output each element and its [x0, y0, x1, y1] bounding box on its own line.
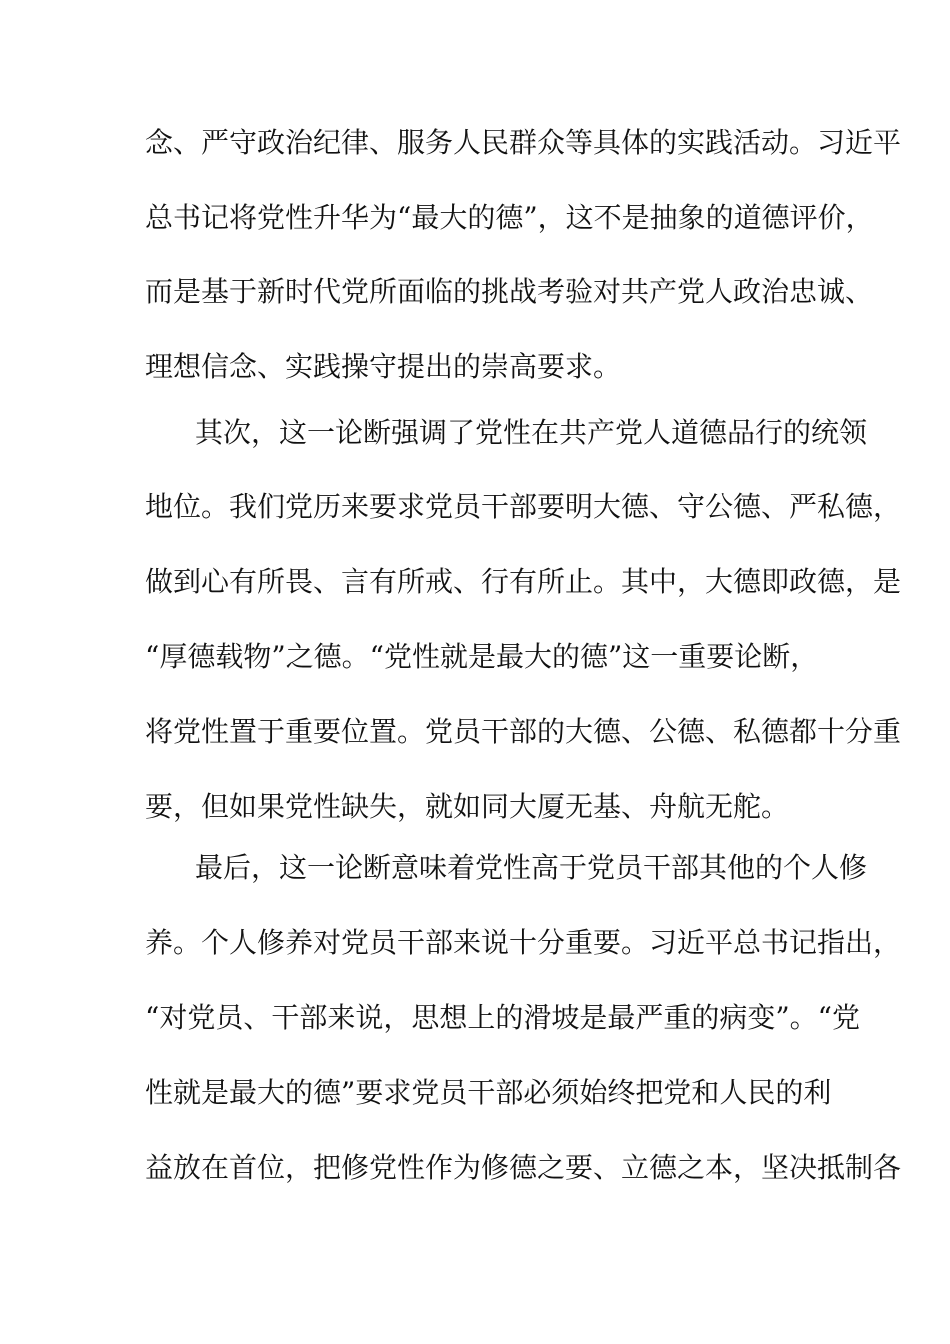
text-line: 其次，这一论断强调了党性在共产党人道德品行的统领	[195, 416, 868, 449]
text-line: “对党员、干部来说，思想上的滑坡是最严重的病变”。“党	[145, 1001, 860, 1034]
text-line: 理想信念、实践操守提出的崇高要求。	[145, 350, 622, 383]
text-line: “厚德载物”之德。“党性就是最大的德”这一重要论断，	[145, 640, 819, 673]
text-line: 益放在首位，把修党性作为修德之要、立德之本，坚决抵制各	[145, 1151, 902, 1184]
text-line: 性就是最大的德”要求党员干部必须始终把党和人民的利	[145, 1076, 832, 1109]
text-line: 念、严守政治纪律、服务人民群众等具体的实践活动。习近平	[145, 126, 902, 159]
text-line: 将党性置于重要位置。党员干部的大德、公德、私德都十分重	[145, 715, 902, 748]
text-line: 做到心有所畏、言有所戒、行有所止。其中，大德即政德，是	[145, 565, 902, 598]
text-line: 而是基于新时代党所面临的挑战考验对共产党人政治忠诚、	[145, 275, 874, 308]
text-line: 总书记将党性升华为“最大的德”，这不是抽象的道德评价，	[145, 201, 874, 234]
text-line: 养。个人修养对党员干部来说十分重要。习近平总书记指出，	[145, 926, 902, 959]
text-line: 要，但如果党性缺失，就如同大厦无基、舟航无舵。	[145, 790, 790, 823]
text-line: 最后，这一论断意味着党性高于党员干部其他的个人修	[195, 851, 868, 884]
text-line: 地位。我们党历来要求党员干部要明大德、守公德、严私德，	[145, 490, 902, 523]
